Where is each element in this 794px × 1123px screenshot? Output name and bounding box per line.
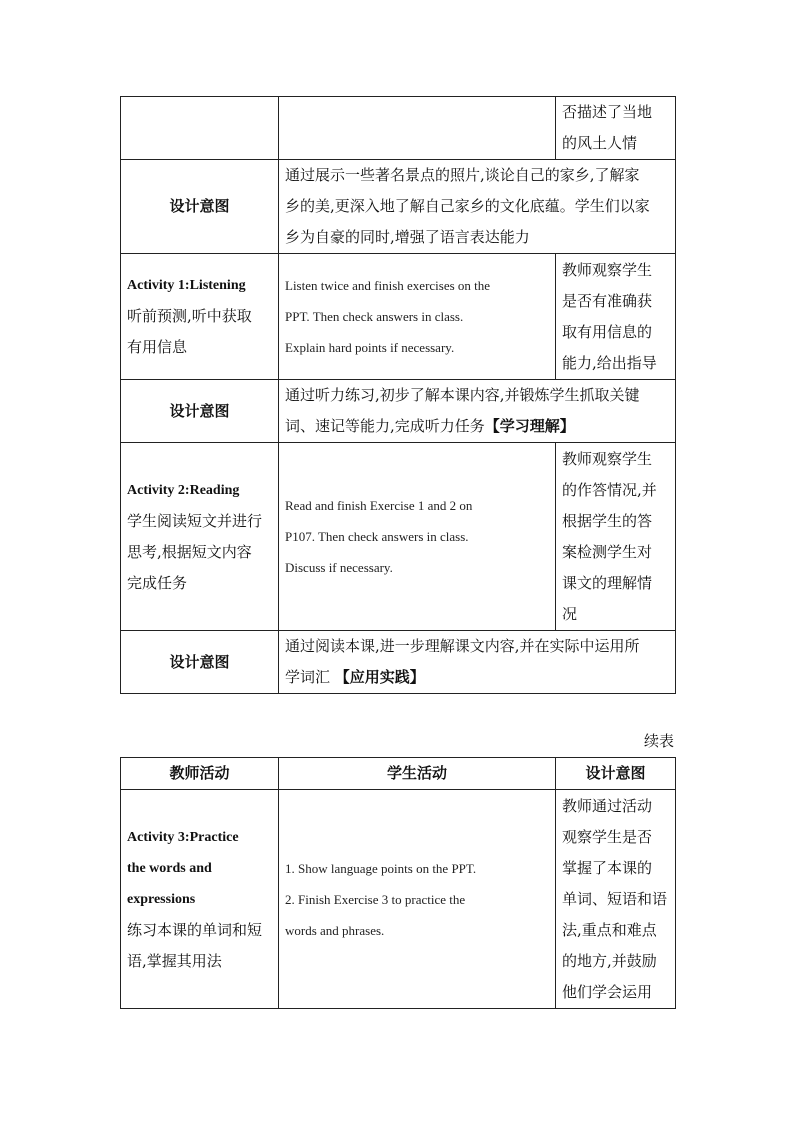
- cell-line: [285, 411, 669, 442]
- student-activity-cell: [279, 443, 556, 631]
- cell-line: 通过听力练习,初步了解本课内容,并锻炼学生抓取关键: [285, 386, 640, 404]
- student-activity-cell: [279, 254, 556, 380]
- design-intent-label: 设计意图: [121, 631, 279, 694]
- table-cell: [121, 97, 279, 160]
- cell-line: 听前预测,听中获取: [127, 307, 252, 325]
- cell-line: 学生阅读短文并进行: [127, 511, 263, 530]
- cell-line: 取有用信息的: [562, 322, 653, 341]
- cell-line: 的风土人情: [562, 134, 638, 152]
- cell-line: 完成任务: [127, 573, 188, 592]
- design-intent-row: [121, 380, 676, 443]
- teacher-activity-cell: [121, 254, 279, 380]
- design-intent-text: [279, 631, 676, 694]
- cell-line: 通过展示一些著名景点的照片,谈论自己的家乡,了解家: [285, 166, 640, 184]
- design-intent-text: [279, 380, 676, 443]
- cell-line: 掌握了本课的: [562, 858, 653, 877]
- cell-line: Discuss if necessary.: [285, 560, 393, 575]
- activity-row-listening: [121, 254, 676, 380]
- design-intent-text: [279, 160, 676, 254]
- design-intent-label: 设计意图: [121, 380, 279, 443]
- lesson-plan-table-continued-top: [120, 96, 676, 694]
- activity-title: Activity 2:Reading: [127, 482, 240, 498]
- cell-line: 是否有准确获: [562, 291, 653, 310]
- cell-line: 教师通过活动: [562, 796, 653, 815]
- cell-line: 法,重点和难点: [562, 920, 657, 939]
- activity-title: Activity 1:Listening: [127, 278, 246, 293]
- cell-line: 2. Finish Exercise 3 to practice the: [285, 891, 466, 907]
- header-design-intent: 设计意图: [556, 758, 676, 790]
- cell-line: 乡为自豪的同时,增强了语言表达能力: [285, 228, 530, 246]
- cell-line: 思考,根据短文内容: [127, 542, 252, 561]
- cell-line: 的作答情况,并: [562, 480, 657, 499]
- cell-line: 有用信息: [127, 338, 188, 356]
- design-intent-row: [121, 631, 676, 694]
- cell-line: 单词、短语和语: [562, 889, 668, 908]
- table-header-row: [121, 758, 676, 790]
- cell-line: 语,掌握其用法: [127, 951, 222, 970]
- cell-text: 词、速记等能力,完成听力任务: [285, 417, 485, 435]
- lesson-plan-table-continued: [120, 757, 676, 1009]
- cell-line: [285, 662, 669, 693]
- design-cell: [556, 97, 676, 160]
- design-intent-label: 设计意图: [121, 160, 279, 254]
- cell-line: 教师观察学生: [562, 260, 653, 279]
- cell-line: words and phrases.: [285, 922, 385, 938]
- design-cell: [556, 790, 676, 1009]
- cell-line: 练习本课的单词和短: [127, 920, 263, 939]
- cell-line: 通过阅读本课,进一步理解课文内容,并在实际中运用所: [285, 637, 640, 655]
- competency-tag: 【学习理解】: [484, 417, 575, 435]
- cell-line: Listen twice and finish exercises on the: [285, 278, 491, 293]
- teacher-activity-cell: [121, 443, 279, 631]
- design-cell: [556, 443, 676, 631]
- cell-line: 1. Show language points on the PPT.: [285, 860, 477, 876]
- cell-line: 况: [562, 604, 578, 623]
- teacher-activity-cell: [121, 790, 279, 1009]
- activity-row-practice: [121, 790, 676, 1009]
- design-cell: [556, 254, 676, 380]
- table-row: [121, 97, 676, 160]
- cell-line: 案检测学生对: [562, 542, 653, 561]
- cell-line: 乡的美,更深入地了解自己家乡的文化底蕴。学生们以家: [285, 197, 650, 215]
- activity-title: the words and: [127, 860, 212, 876]
- cell-line: 能力,给出指导: [562, 353, 657, 372]
- table-cell: [279, 97, 556, 160]
- continued-label: 续表: [643, 732, 674, 750]
- cell-line: 根据学生的答: [562, 511, 653, 530]
- activity-title: expressions: [127, 891, 196, 907]
- cell-line: PPT. Then check answers in class.: [285, 309, 464, 324]
- cell-text: 学词汇: [285, 668, 335, 686]
- student-activity-cell: [279, 790, 556, 1009]
- cell-line: 教师观察学生: [562, 449, 653, 468]
- cell-line: Read and finish Exercise 1 and 2 on: [285, 498, 473, 513]
- cell-line: 课文的理解情: [562, 573, 653, 592]
- cell-line: Explain hard points if necessary.: [285, 340, 455, 355]
- competency-tag: 【应用实践】: [334, 668, 425, 686]
- header-student-activity: 学生活动: [279, 758, 556, 790]
- design-intent-row: [121, 160, 676, 254]
- cell-line: 的地方,并鼓励: [562, 951, 657, 970]
- activity-row-reading: [121, 443, 676, 631]
- cell-line: 观察学生是否: [562, 827, 653, 846]
- cell-line: 否描述了当地: [562, 103, 653, 121]
- header-teacher-activity: 教师活动: [121, 758, 279, 790]
- cell-line: 他们学会运用: [562, 982, 653, 1001]
- cell-line: P107. Then check answers in class.: [285, 529, 469, 544]
- activity-title: Activity 3:Practice: [127, 829, 239, 845]
